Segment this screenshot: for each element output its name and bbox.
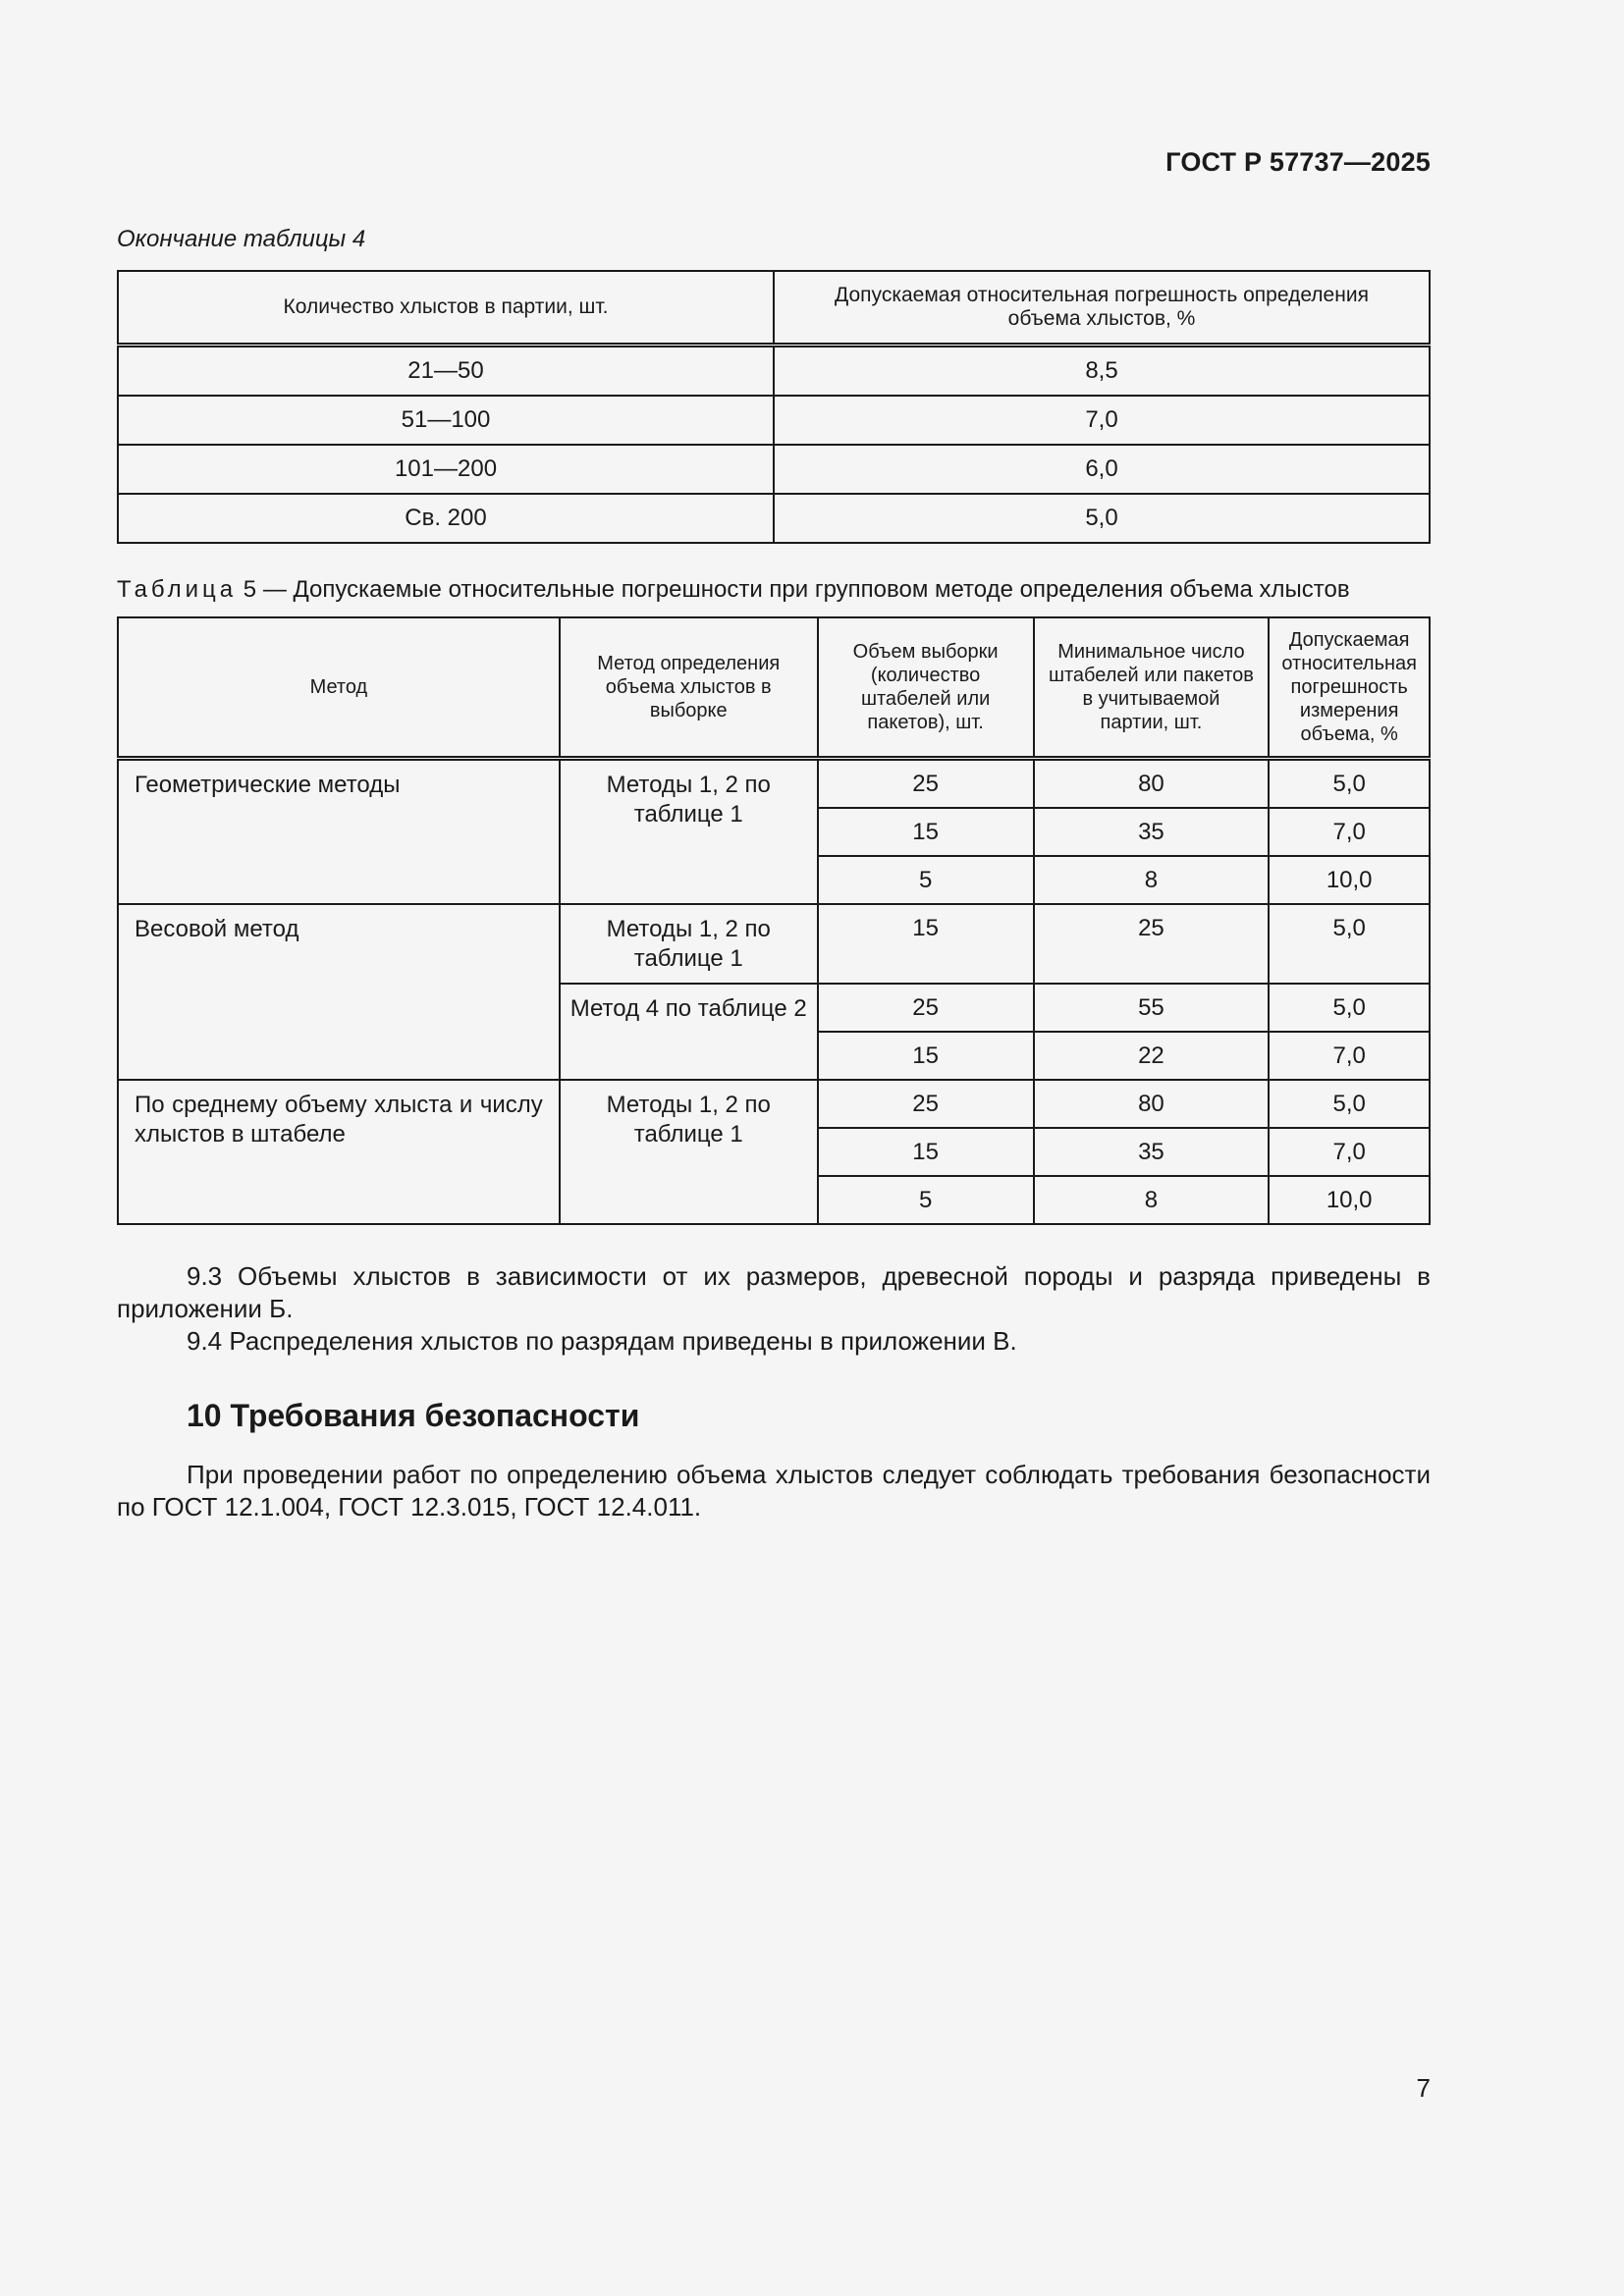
table-cell: 25 — [818, 984, 1034, 1032]
table-cell: 5,0 — [1269, 759, 1430, 809]
submethod-cell: Методы 1, 2 по таблице 1 — [560, 904, 818, 984]
table5-number: 5 — [243, 576, 257, 603]
table-cell: 22 — [1034, 1032, 1270, 1080]
table5-col-header: Метод — [118, 617, 560, 759]
table-cell: 25 — [818, 759, 1034, 809]
method-cell: По среднему объему хлыста и числу хлыстов в штабеле — [118, 1080, 560, 1224]
table-cell: 15 — [818, 808, 1034, 856]
table-cell: 5 — [818, 1176, 1034, 1224]
page-number: 7 — [1416, 2073, 1431, 2103]
table-cell: 35 — [1034, 808, 1270, 856]
table-cell: 80 — [1034, 759, 1270, 809]
table-row — [118, 759, 1430, 809]
table5-title — [117, 576, 1350, 604]
table-row — [118, 396, 1430, 445]
table4-header-row — [118, 271, 1430, 346]
table-cell: 15 — [818, 1032, 1034, 1080]
table-row — [118, 445, 1430, 494]
table5-col-header: Минимальное число штабелей или пакетов в учитываемой партии, шт. — [1034, 617, 1270, 759]
submethod-cell: Методы 1, 2 по таблице 1 — [560, 759, 818, 905]
document-code: ГОСТ Р 57737—2025 — [1165, 147, 1431, 177]
table-cell: 21—50 — [118, 346, 774, 397]
section-10-title: 10 Требования безопасности — [187, 1398, 640, 1433]
table-cell: 5,0 — [1269, 904, 1430, 984]
table5-header-row — [118, 617, 1430, 759]
table5-col-header: Допускаемая относительная погрешность измерения объема, % — [1269, 617, 1430, 759]
table5-col-header: Объем выборки (количество штабелей или пакетов), шт. — [818, 617, 1034, 759]
method-cell: Геометрические методы — [118, 759, 560, 905]
table4-col-header: Количество хлыстов в партии, шт. — [118, 271, 774, 346]
table-cell: 8 — [1034, 1176, 1270, 1224]
table-cell: 15 — [818, 1128, 1034, 1176]
table4 — [117, 270, 1431, 544]
table-cell: 51—100 — [118, 396, 774, 445]
table-cell: 25 — [1034, 904, 1270, 984]
table5-label: Таблица — [117, 576, 238, 603]
table-cell: 5,0 — [1269, 1080, 1430, 1128]
table-row — [118, 1080, 1430, 1128]
table-cell: 15 — [818, 904, 1034, 984]
table-cell: 5,0 — [774, 494, 1430, 543]
paragraph-9-4: 9.4 Распределения хлыстов по разрядам приведены в приложении В. — [187, 1326, 1017, 1356]
table-cell: 7,0 — [1269, 1128, 1430, 1176]
table4-col-header: Допускаемая относительная погрешность определения объема хлыстов, % — [774, 271, 1430, 346]
table5-col-header: Метод определения объема хлыстов в выборке — [560, 617, 818, 759]
table-row — [118, 346, 1430, 397]
table-cell: 7,0 — [774, 396, 1430, 445]
submethod-cell: Метод 4 по таблице 2 — [560, 984, 818, 1080]
table-cell: Св. 200 — [118, 494, 774, 543]
table-row — [118, 904, 1430, 984]
table-cell: 101—200 — [118, 445, 774, 494]
table-cell: 25 — [818, 1080, 1034, 1128]
table-cell: 80 — [1034, 1080, 1270, 1128]
method-cell: Весовой метод — [118, 904, 560, 1080]
table-cell: 7,0 — [1269, 1032, 1430, 1080]
table-cell: 35 — [1034, 1128, 1270, 1176]
table-cell: 5 — [818, 856, 1034, 904]
table-cell: 5,0 — [1269, 984, 1430, 1032]
table-cell: 8,5 — [774, 346, 1430, 397]
table-cell: 6,0 — [774, 445, 1430, 494]
table5 — [117, 616, 1431, 1225]
submethod-cell: Методы 1, 2 по таблице 1 — [560, 1080, 818, 1224]
table4-caption: Окончание таблицы 4 — [117, 226, 366, 252]
table-cell: 8 — [1034, 856, 1270, 904]
section-10-text: При проведении работ по определению объема хлыстов следует соблюдать требования безопасности по ГОСТ 12.1.004, ГОСТ 12.3.015, ГОСТ 12.4.011. — [117, 1460, 1431, 1522]
paragraph-9-3: 9.3 Объемы хлыстов в зависимости от их размеров, древесной породы и разряда приведены в приложении Б. — [117, 1261, 1431, 1323]
table-cell: 10,0 — [1269, 856, 1430, 904]
table-row — [118, 494, 1430, 543]
table5-title-text: — Допускаемые относительные погрешности при групповом методе определения объема хлыстов — [262, 576, 1350, 603]
table-cell: 55 — [1034, 984, 1270, 1032]
table-cell: 7,0 — [1269, 808, 1430, 856]
table-cell: 10,0 — [1269, 1176, 1430, 1224]
